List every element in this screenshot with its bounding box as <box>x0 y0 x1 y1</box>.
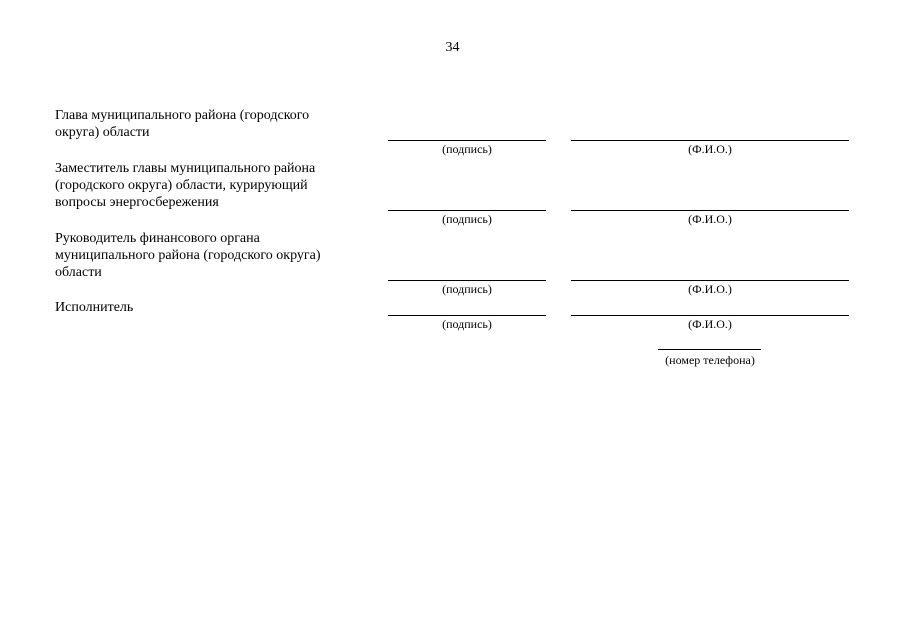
signature-line <box>388 280 546 281</box>
role-label: Руководитель финансового органа муниципального района (городского округа) области <box>55 231 321 280</box>
name-line <box>571 210 849 211</box>
signature-caption: (подпись) <box>442 142 492 156</box>
name-caption: (Ф.И.О.) <box>688 317 732 331</box>
name-caption: (Ф.И.О.) <box>688 212 732 226</box>
name-caption: (Ф.И.О.) <box>688 142 732 156</box>
role-label: Заместитель главы муниципального района (городского округа) области, курирующий вопросы энергосбережения <box>55 161 316 210</box>
name-line <box>571 315 849 316</box>
phone-line <box>658 349 761 350</box>
signature-line <box>388 315 546 316</box>
signature-line <box>388 140 546 141</box>
name-caption: (Ф.И.О.) <box>688 282 732 296</box>
phone-caption: (номер телефона) <box>665 353 755 367</box>
page-number: 34 <box>445 40 460 55</box>
role-label: Глава муниципального района (городского округа) области <box>55 108 310 140</box>
name-line <box>571 280 849 281</box>
signature-line <box>388 210 546 211</box>
signature-caption: (подпись) <box>442 317 492 331</box>
name-line <box>571 140 849 141</box>
signature-caption: (подпись) <box>442 282 492 296</box>
role-label: Исполнитель <box>55 300 134 315</box>
signature-caption: (подпись) <box>442 212 492 226</box>
